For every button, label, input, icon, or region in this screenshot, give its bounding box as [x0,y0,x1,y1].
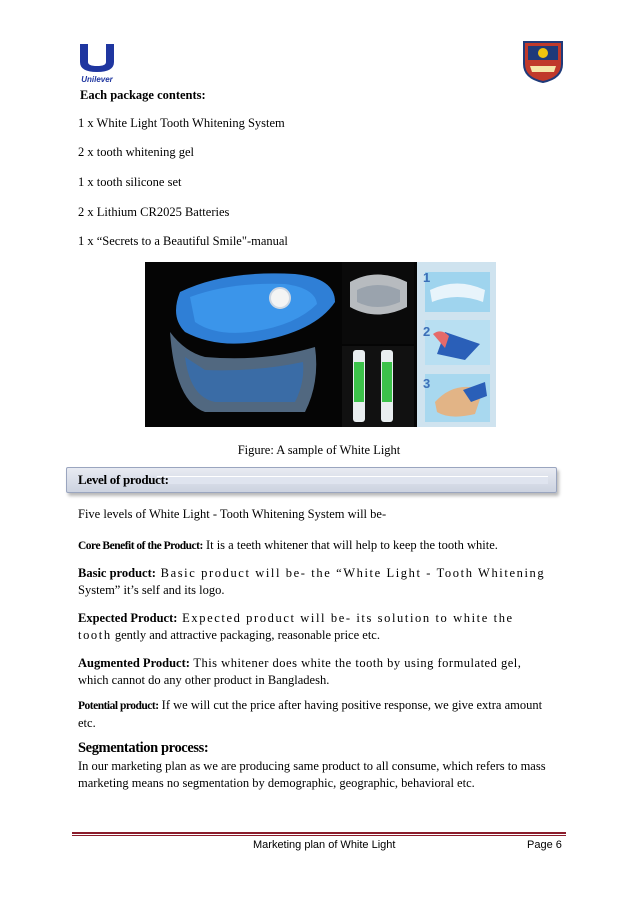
university-crest-icon [520,38,566,84]
basic-product-paragraph [78,565,560,599]
page-number: Page 6 [527,839,562,851]
basic-product-text: Basic product will be- the “White Light - Tooth Whitening [155,566,546,580]
augmented-product-label: Augmented Product: [78,656,190,670]
list-item: 1 x “Secrets to a Beautiful Smile"-manual [78,234,288,248]
basic-product-label: Basic product: [78,566,156,580]
figure-caption: Figure: A sample of White Light [237,443,401,457]
footer-rule [72,832,566,834]
core-benefit-label: Core Benefit of the Product: [78,540,203,552]
augmented-product-paragraph [78,655,560,689]
potential-product-label: Potential product: [78,700,159,712]
core-benefit-paragraph [78,537,560,555]
segmentation-text-2: marketing means no segmentation by demographic, geographic, behavioral etc. [78,776,475,790]
augmented-product-text-2: which cannot do any other product in Bangladesh. [78,673,330,687]
unilever-wordmark: Unilever [81,75,113,84]
footer-title: Marketing plan of White Light [253,839,396,851]
expected-product-paragraph [78,610,560,644]
potential-product-text: If we will cut the price after having positive response, we give extra amount [158,698,543,712]
segmentation-text-1: In our marketing plan as we are producing same product to all consume, which refers to mass [78,759,546,773]
product-figure [145,262,496,427]
potential-product-text-2: etc. [78,716,96,730]
expected-product-label: Expected Product: [78,611,178,625]
list-item: 1 x tooth silicone set [78,175,182,189]
augmented-product-text: This whitener does white the tooth by using formulated gel, [189,656,522,670]
segmentation-title: Segmentation process: [78,740,209,756]
unilever-logo [66,40,128,86]
step-number-2: 2 [423,324,431,339]
expected-product-text-2a: tooth [78,628,112,642]
basic-product-text-2: System” it’s self and its logo. [78,583,225,597]
segmentation-paragraph [78,758,560,792]
potential-product-paragraph [78,697,560,732]
expected-product-text-2b: gently and attractive packaging, reasonable price etc. [111,628,380,642]
list-item: 1 x White Light Tooth Whitening System [78,116,285,130]
level-of-product-title: Level of product: [78,472,169,487]
core-benefit-text: It is a teeth whitener that will help to keep the tooth white. [202,538,498,552]
step-number-3: 3 [423,376,431,391]
footer-rule-thin [72,835,566,836]
list-item: 2 x tooth whitening gel [78,145,194,159]
package-heading: Each package contents: [80,88,206,102]
expected-product-text: Expected product will be- its solution to white the [177,611,514,625]
list-item: 2 x Lithium CR2025 Batteries [78,205,230,219]
level-intro: Five levels of White Light - Tooth Whitening System will be- [78,507,387,521]
step-number-1: 1 [423,270,431,285]
